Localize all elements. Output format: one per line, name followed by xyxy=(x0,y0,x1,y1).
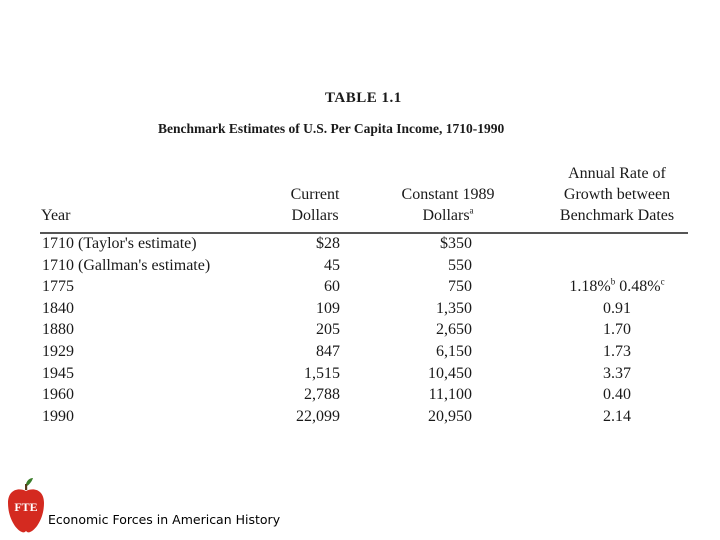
fte-apple-logo-icon xyxy=(6,478,46,536)
cell-constant: 1,350 xyxy=(436,299,472,317)
footnote-marker-b: b xyxy=(610,276,616,287)
cell-year: 1990 xyxy=(42,407,74,425)
cell-constant: $350 xyxy=(440,235,472,252)
table-row xyxy=(0,341,720,363)
cell-constant: 750 xyxy=(448,278,472,296)
header-constant-line2-wrap xyxy=(378,205,518,226)
cell-current: 205 xyxy=(316,321,340,339)
header-constant-line1: Constant 1989 xyxy=(401,186,495,203)
growth-value-c: 0.48% xyxy=(619,278,661,296)
cell-current: 1,515 xyxy=(304,364,340,382)
table-row xyxy=(0,406,720,428)
cell-year: 1775 xyxy=(42,278,74,296)
header-current-line2: Dollars xyxy=(291,207,339,224)
header-current-dollars xyxy=(270,184,360,226)
cell-year: 1960 xyxy=(42,386,74,404)
cell-current: 109 xyxy=(316,299,340,317)
table-row xyxy=(0,363,720,385)
cell-current: 45 xyxy=(324,256,340,274)
cell-constant: 11,100 xyxy=(428,386,472,404)
cell-constant: 6,150 xyxy=(436,342,472,360)
logo-text: FTE xyxy=(14,500,38,514)
cell-year: 1945 xyxy=(42,364,74,382)
cell-growth: 0.91 xyxy=(603,299,631,317)
footnote-marker-c: c xyxy=(660,276,665,287)
table-row xyxy=(0,384,720,406)
cell-year: 1880 xyxy=(42,321,74,339)
header-growth-line3: Benchmark Dates xyxy=(559,207,675,224)
header-growth-line2: Growth between xyxy=(563,186,671,203)
cell-year: 1710 (Gallman's estimate) xyxy=(42,256,211,274)
header-year: Year xyxy=(41,207,71,224)
cell-growth: 3.37 xyxy=(603,364,631,382)
header-growth-line1: Annual Rate of xyxy=(568,165,666,182)
table-subtitle: Benchmark Estimates of U.S. Per Capita Income, 1710-1990 xyxy=(158,121,505,136)
table-body xyxy=(0,233,720,427)
table-row xyxy=(0,255,720,277)
cell-constant: 10,450 xyxy=(428,364,472,382)
cell-growth: 0.40 xyxy=(603,386,631,404)
cell-growth: 2.14 xyxy=(603,407,631,425)
table-title: TABLE 1.1 xyxy=(325,90,402,106)
cell-current: 60 xyxy=(324,278,340,296)
header-growth-rate xyxy=(540,163,694,226)
footnote-marker-a: a xyxy=(469,205,474,216)
cell-growth: 1.73 xyxy=(603,342,631,360)
table-row xyxy=(0,319,720,341)
cell-constant: 20,950 xyxy=(428,407,472,425)
table-row xyxy=(0,233,720,255)
growth-value-b: 1.18% xyxy=(569,278,611,296)
header-current-line1: Current xyxy=(290,186,340,203)
cell-growth: 1.70 xyxy=(603,321,631,339)
cell-current: 847 xyxy=(316,342,340,360)
cell-year: 1840 xyxy=(42,299,74,317)
table-row xyxy=(0,276,720,298)
table-row xyxy=(0,298,720,320)
header-constant-dollars xyxy=(378,184,518,226)
cell-year: 1929 xyxy=(42,342,74,360)
cell-constant: 550 xyxy=(448,256,472,274)
header-constant-line2: Dollars xyxy=(422,207,470,224)
cell-year: 1710 (Taylor's estimate) xyxy=(42,235,197,252)
footer-text: Economic Forces in American History xyxy=(48,512,281,527)
cell-current: 2,788 xyxy=(304,386,340,404)
cell-current: $28 xyxy=(316,235,340,252)
cell-growth-1775 xyxy=(540,276,694,298)
cell-current: 22,099 xyxy=(296,407,340,425)
cell-constant: 2,650 xyxy=(436,321,472,339)
